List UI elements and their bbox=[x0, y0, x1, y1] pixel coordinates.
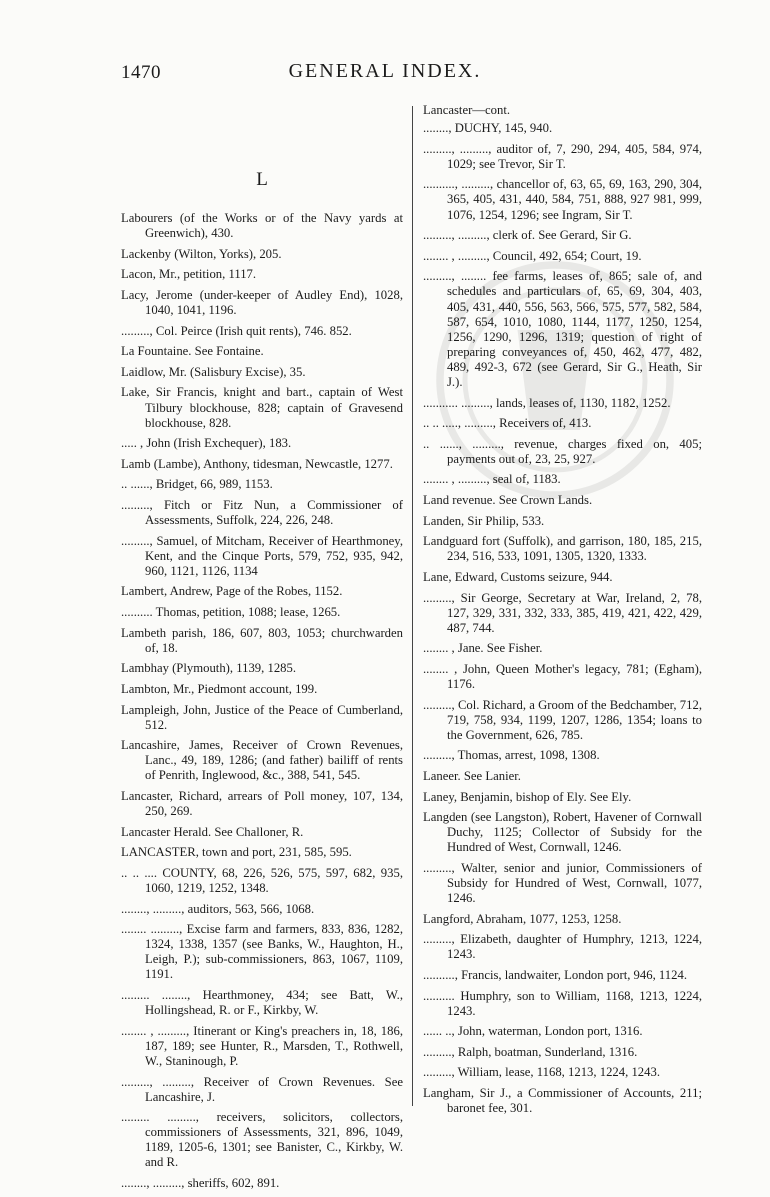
index-entry: .......... Thomas, petition, 1088; lease, 1265. bbox=[121, 605, 341, 620]
index-entry: Landen, Sir Philip, 533. bbox=[423, 513, 545, 528]
index-entry: ........ , ........., Council, 492, 654; Court, 19. bbox=[423, 248, 642, 263]
index-entry: Laidlow, Mr. (Salisbury Excise), 35. bbox=[121, 364, 306, 379]
index-entry: ........., Fitch or Fitz Nun, a Commissioner of Assessments, Suffolk, 224, 226, 248. bbox=[121, 498, 403, 528]
index-entry: ......... ........., receivers, solicitors, collectors, commissioners of Assessments, 321, 896, 1049, 1189, 1205-6, 1301; see Banister, C., Kirkby, W. and R. bbox=[121, 1110, 403, 1170]
index-entry: Lancaster, Richard, arrears of Poll money, 107, 134, 250, 269. bbox=[121, 789, 403, 819]
index-entry: Lancaster—cont. bbox=[423, 103, 511, 117]
index-entry: .. .. ....., ........., Receivers of, 413. bbox=[423, 416, 592, 431]
index-entry: ........ ........., Excise farm and farmers, 833, 836, 1282, 1324, 1338, 1357 (see Banks, W., Haughton, H., Leigh, P.); sub-commissioners, 863, 1067, 1109, 1191. bbox=[121, 922, 403, 982]
index-entry: Langford, Abraham, 1077, 1253, 1258. bbox=[423, 911, 622, 926]
column-divider bbox=[412, 106, 413, 1106]
index-entry: .. .. .... COUNTY, 68, 226, 526, 575, 597, 682, 935, 1060, 1219, 1252, 1348. bbox=[121, 865, 403, 895]
index-column-left bbox=[121, 103, 403, 1197]
index-entry: ..... , John (Irish Exchequer), 183. bbox=[121, 436, 292, 451]
index-entry: ........, DUCHY, 145, 940. bbox=[423, 121, 553, 136]
index-entry: Langden (see Langston), Robert, Havener of Cornwall Duchy, 1125; Collector of Subsidy for the Hundred of West, Cornwall, 1246. bbox=[423, 810, 702, 855]
index-entry: ........ , ........., Itinerant or King's preachers in, 18, 186, 187, 189; see Hunter, R., Marsden, T., Rothwell, W., Staninough, P. bbox=[121, 1023, 403, 1068]
index-entry: .......... Humphry, son to William, 1168, 1213, 1224, 1243. bbox=[423, 988, 702, 1018]
index-entry: ........., Walter, senior and junior, Commissioners of Subsidy for Hundred of West, Cornwall, 1077, 1246. bbox=[423, 860, 702, 906]
index-entry: Lackenby (Wilton, Yorks), 205. bbox=[121, 246, 282, 261]
index-entry: .. ......, Bridget, 66, 989, 1153. bbox=[121, 477, 273, 492]
left-entries bbox=[121, 211, 403, 1191]
index-entry: Lane, Edward, Customs seizure, 944. bbox=[423, 569, 613, 584]
section-letter: L bbox=[256, 169, 268, 190]
page-number: 1470 bbox=[121, 62, 161, 83]
index-entry: Labourers (of the Works or of the Navy yards at Greenwich), 430. bbox=[121, 211, 403, 241]
index-entry: ........ , Jane. See Fisher. bbox=[423, 641, 543, 656]
index-entry: ........., ........ fee farms, leases of, 865; sale of, and schedules and particulars of, 65, 69, 304, 403, 405, 431, 440, 556, 563, 566, 575, 577, 582, 584, 587, 654, 1010, 1080, 1144, 1177, 1250, 1254, 1256, 1290, 1296, 1319; question of right of preparing conveyances of, 450, 462, 477, 482, 489, 492-3, 672 (see Gerard, Sir G., Heath, Sir J.). bbox=[423, 269, 702, 389]
index-entry: ........., Ralph, boatman, Sunderland, 1316. bbox=[423, 1044, 638, 1059]
index-entry: LANCASTER, town and port, 231, 585, 595. bbox=[121, 845, 352, 860]
index-entry: Laney, Benjamin, bishop of Ely. See Ely. bbox=[423, 789, 632, 804]
index-entry: ........., ........., clerk of. See Gerard, Sir G. bbox=[423, 228, 632, 243]
index-entry: ......... ........, Hearthmoney, 434; see Batt, W., Hollingshead, R. or F., Kirkby, W. bbox=[121, 988, 403, 1018]
index-entry: Lacy, Jerome (under-keeper of Audley End), 1028, 1040, 1041, 1196. bbox=[121, 287, 403, 318]
index-entry: ........., ........., Receiver of Crown Revenues. See Lancashire, J. bbox=[121, 1074, 403, 1104]
index-entry: ...... .., John, waterman, London port, 1316. bbox=[423, 1024, 643, 1039]
index-entry: ........ , John, Queen Mother's legacy, 781; (Egham), 1176. bbox=[423, 661, 702, 691]
index-entry: Lancaster Herald. See Challoner, R. bbox=[121, 824, 304, 839]
index-entry: Lampleigh, John, Justice of the Peace of Cumberland, 512. bbox=[121, 702, 403, 732]
index-entry: La Fountaine. See Fontaine. bbox=[121, 344, 264, 359]
index-entry: ........., Thomas, arrest, 1098, 1308. bbox=[423, 748, 600, 763]
index-entry: ........, ........., auditors, 563, 566, 1068. bbox=[121, 901, 315, 916]
index-entry: Lambhay (Plymouth), 1139, 1285. bbox=[121, 661, 297, 676]
index-entry: ........., Col. Richard, a Groom of the Bedchamber, 712, 719, 758, 934, 1199, 1207, 1286, 1354; loans to the Government, 626, 785. bbox=[423, 697, 702, 742]
index-entry: ........., Elizabeth, daughter of Humphry, 1213, 1224, 1243. bbox=[423, 932, 702, 962]
index-entry: ........ , ........., seal of, 1183. bbox=[423, 472, 561, 487]
index-entry: Lancashire, James, Receiver of Crown Revenues, Lanc., 49, 189, 1286; (and father) bailiff of rents of Penrith, Inglewood, &c., 388, 541, 545. bbox=[121, 738, 403, 783]
index-entry: .........., ........., chancellor of, 63, 65, 69, 163, 290, 304, 365, 405, 431, 440, 584, 751, 888, 927 981, 999, 1076, 1254, 1296; see Ingram, Sir T. bbox=[423, 177, 702, 222]
index-entry: Landguard fort (Suffolk), and garrison, 180, 185, 215, 234, 516, 533, 1091, 1305, 1320, 1333. bbox=[423, 534, 702, 564]
index-entry: .. ......, ........., revenue, charges fixed on, 405; payments out of, 23, 25, 927. bbox=[423, 436, 702, 466]
index-entry: Laneer. See Lanier. bbox=[423, 768, 521, 783]
index-column-right bbox=[423, 103, 702, 1122]
running-head: GENERAL INDEX. bbox=[288, 60, 482, 82]
index-entry: Lake, Sir Francis, knight and bart., captain of West Tilbury blockhouse, 828; captain of Gravesend blockhouse, 828. bbox=[121, 385, 403, 430]
index-entry: ........., Samuel, of Mitcham, Receiver of Hearthmoney, Kent, and the Cinque Ports, 579, 752, 935, 942, 960, 1121, 1126, 1134 bbox=[121, 533, 403, 578]
index-entry: Land revenue. See Crown Lands. bbox=[423, 493, 593, 508]
index-entry: ........... ........., lands, leases of, 1130, 1182, 1252. bbox=[423, 395, 671, 410]
index-entry: Lamb (Lambe), Anthony, tidesman, Newcastle, 1277. bbox=[121, 456, 393, 471]
right-entries bbox=[423, 103, 702, 1116]
index-entry: ........, ........., sheriffs, 602, 891. bbox=[121, 1176, 280, 1191]
index-entry: Lambert, Andrew, Page of the Robes, 1152. bbox=[121, 584, 343, 599]
index-entry: ........., ........., auditor of, 7, 290, 294, 405, 584, 974, 1029; see Trevor, Sir T. bbox=[423, 141, 702, 171]
index-entry: ........., Col. Peirce (Irish quit rents), 746. 852. bbox=[121, 323, 352, 338]
index-entry: Lambton, Mr., Piedmont account, 199. bbox=[121, 681, 318, 696]
index-entry: ........., Sir George, Secretary at War, Ireland, 2, 78, 127, 329, 331, 332, 333, 385, 419, 421, 422, 429, 487, 744. bbox=[423, 590, 702, 635]
index-entry: .........., Francis, landwaiter, London port, 946, 1124. bbox=[423, 968, 688, 982]
index-entry: Lacon, Mr., petition, 1117. bbox=[121, 267, 257, 282]
index-entry: ........., William, lease, 1168, 1213, 1224, 1243. bbox=[423, 1065, 661, 1080]
index-entry: Langham, Sir J., a Commissioner of Accounts, 211; baronet fee, 301. bbox=[423, 1086, 702, 1116]
index-entry: Lambeth parish, 186, 607, 803, 1053; churchwarden of, 18. bbox=[121, 625, 403, 655]
